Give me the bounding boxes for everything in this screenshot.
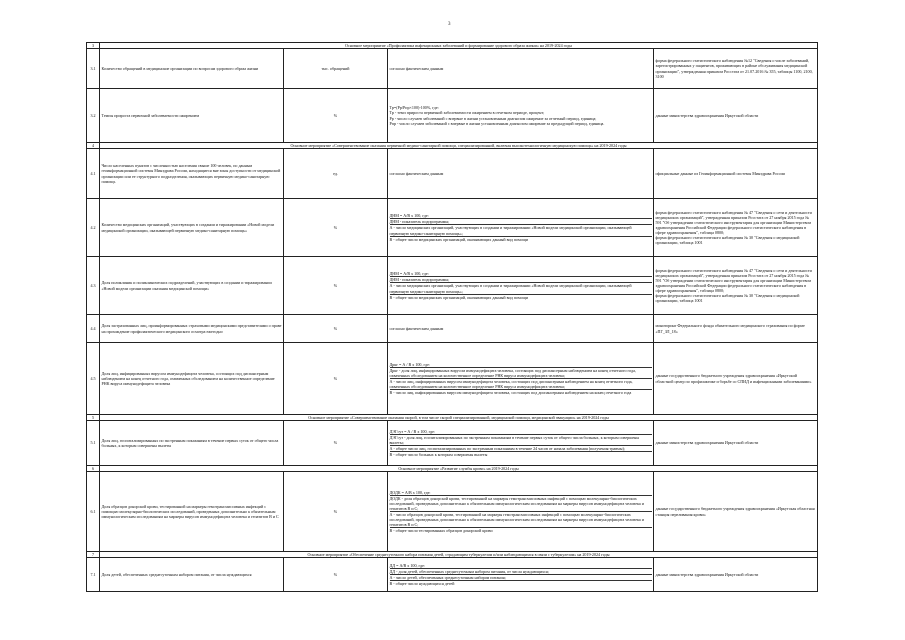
indicator-unit: % — [284, 315, 388, 343]
method-line: А - число медицинских организаций, участвующих в создании и тиражировании «Новой модели медицинской организации, оказывающей первичную медико-санитарную помощь»; — [390, 225, 652, 236]
method-line: Тр=(Рр/Рпр×100)-100%, где: Тр - темп прироста первичной заболеваемости ожирением в отчетном периоде, процент; Рр - число случаев заболеваний с впервые в жизни установленным диагнозом ожирение за отчетный период, единица; Рпр - число случаев заболеваний с впервые в жизни установленным диагнозом ожирение за предыдущий период, единица. — [389, 105, 605, 126]
indicator-name: Доля поликлиник и поликлинических подразделений, участвующих в создании и тиражировании «Новой модели организации оказания медицинской помощи» — [100, 257, 284, 315]
section-number: 5 — [87, 415, 100, 421]
section-title: Основное мероприятие «Совершенствование оказания первичной медико-санитарной помощи, специализированной, включая высокотехнологичную медицинскую помощь» на 2019-2024 годы — [100, 143, 818, 149]
indicator-row — [87, 49, 818, 89]
indicator-row — [87, 89, 818, 143]
indicator-row — [87, 343, 818, 415]
indicators-table — [86, 42, 818, 592]
indicator-name: Доля детей, обеспеченных среднесуточным набором питания, от числа нуждающихся — [100, 558, 284, 592]
calculation-method — [388, 149, 654, 199]
data-source: данные государственного бюджетного учреждения здравоохранения «Иркутская областная станция переливания крови» — [654, 472, 818, 552]
method-line: А - число лиц, инфицированных вирусом иммунодефицита человека, состоящих под диспансерным наблюдением на конец отчетного года, охваченных обследованием на количественное определение РНК вируса иммунодефицита человека; — [390, 379, 652, 390]
calculation-method — [388, 472, 654, 552]
indicator-unit: ед. — [284, 149, 388, 199]
calculation-method — [388, 421, 654, 466]
method-line: А - число детей, обеспеченных среднесуточным набором питания; — [390, 575, 652, 581]
indicator-number: 4.4 — [87, 315, 100, 343]
method-line: В - общее число медицинских организаций, оказывающих данный вид помощи — [389, 294, 528, 300]
data-source: мониторинг Федерального фонда обязательного медицинского страхования по форме «ПГ_ЗЛ_18» — [654, 315, 818, 343]
method-line: ДЭГсут = А / В х 100, где: — [390, 429, 652, 435]
indicator-unit: тыс. обращений — [284, 49, 388, 89]
method-line: согласно фактическим данным — [389, 325, 444, 331]
indicator-number: 4.5 — [87, 343, 100, 415]
indicator-row — [87, 199, 818, 257]
data-source: форма федерального статистического наблюдения № 47 "Сведения о сети и деятельности медицинских организаций", утвержденная приказом Росстата от 27 ноября 2015 года № 591 "Об утверждении статистического инструментария для организации Министерством здравоохранения Российской Федерации федерального статистического наблюдения в сфере здравоохранения", таблица 0800; форма федерального статистического наблюдения № 30 "Сведения о медицинской организации, таблица 1001 — [654, 199, 818, 257]
method-line: ДОДК = А/В х 100, где: — [390, 490, 652, 496]
section-number: 3 — [87, 43, 100, 49]
indicator-name: Доля образцов донорской крови, тестированной на маркеры гемотрансмиссивных инфекций с помощью молекулярно-биологических исследований, проведенных дополнительно к обязательным иммунологическим исследованиям на маркеры вирусов иммунодефицита человека и гепатитов В и С — [100, 472, 284, 552]
section-title: Основное мероприятие «Совершенствование оказания скорой, в том числе скорой специализированной, медицинской помощи, медицинской эвакуации» на 2019-2024 годы — [100, 415, 818, 421]
data-source: форма федерального статистического наблюдения №12 "Сведения о числе заболеваний, зарегистрированных у пациентов, проживающих в районе обслуживания медицинской организации", утвержденная приказом Росстата от 21.07.2016 № 355, таблицы 1100, 2100, 3100 — [654, 49, 818, 89]
method-line: ДНМ - показатель подпрограммы; — [390, 277, 652, 283]
calculation-method — [388, 89, 654, 143]
calculation-method — [388, 199, 654, 257]
method-line: Дркг = А / В х 100, где: — [390, 362, 652, 368]
method-line: ДНМ = А/В х 100, где: — [390, 271, 652, 277]
method-line: А - число медицинских организаций, участвующих в создании и тиражировании «Новой модели медицинской организации, оказывающей первичную медико-санитарную помощь»; — [390, 283, 652, 294]
indicator-row — [87, 472, 818, 552]
method-line: В - общее число медицинских организаций, оказывающих данный вид помощи — [389, 236, 528, 242]
calculation-method — [388, 343, 654, 415]
calculation-method — [388, 49, 654, 89]
method-line: ДД - доля детей, обеспеченных среднесуточным набором питания, от числа нуждающихся; — [390, 569, 652, 575]
indicator-name: Темпы прироста первичной заболеваемости ожирением — [100, 89, 284, 143]
method-line: согласно фактическим данным — [389, 65, 444, 71]
indicator-row — [87, 149, 818, 199]
method-line: ДОДК - доля образцов донорской крови, тестированной на маркеры гемотрансмиссивных инфекций с помощью молекулярно-биологических исследований, проведенных дополнительно к обязательным иммунологическим исследованиям на маркеры вирусов иммунодефицита человека и гепатитов В и С; — [390, 496, 652, 512]
method-line: Дркг - доля лиц, инфицированных вирусом иммунодефицита человека, состоящих под диспансерным наблюдением на конец отчетного года, охваченных обследованием на количественное определение РНК вируса иммунодефицита человека; — [390, 368, 652, 379]
method-line: А - общее число лиц, госпитализированных по экстренным показаниям в течение 24 часов от начала заболевания (получения травмы); — [390, 446, 652, 452]
data-source: данные министерства здравоохранения Иркутской области — [654, 421, 818, 466]
indicator-unit: % — [284, 199, 388, 257]
indicator-number: 6.1 — [87, 472, 100, 552]
indicator-unit: % — [284, 472, 388, 552]
section-title: Основное мероприятие «Профилактика инфекционных заболеваний и формирование здорового образа жизни» на 2019-2024 годы — [100, 43, 818, 49]
indicator-number: 3.1 — [87, 49, 100, 89]
method-line: В - общее число больных к которым совершены вылеты — [389, 452, 488, 458]
indicator-number: 7.1 — [87, 558, 100, 592]
calculation-method — [388, 257, 654, 315]
method-line: согласно фактическим данным — [389, 170, 444, 176]
method-line: В - число лиц, инфицированных вирусом иммунодефицита человека, состоящих под диспансерным наблюдением на конец отчетного года — [389, 390, 632, 396]
indicator-number: 4.3 — [87, 257, 100, 315]
indicator-name: Доля застрахованных лиц, проинформированных страховыми медицинскими представителями о праве на прохождение профилактического медицинского осмотра ежегодно — [100, 315, 284, 343]
method-line: ДД = А/В х 100, где: — [390, 563, 652, 569]
indicator-number: 3.2 — [87, 89, 100, 143]
data-source: данные министерства здравоохранения Иркутской области — [654, 89, 818, 143]
indicator-unit: % — [284, 558, 388, 592]
section-title: Основное мероприятие «Обеспечение среднесуточного набора питания детей, страдающим туберкулезом и/или наблюдающимся в связи с туберкулезом» на 2019-2024 годы — [100, 552, 818, 558]
indicator-row — [87, 257, 818, 315]
indicator-number: 5.1 — [87, 421, 100, 466]
data-source: форма федерального статистического наблюдения № 47 "Сведения о сети и деятельности медицинских организаций", утвержденная приказом Росстата от 27 ноября 2015 года № 591 "Об утверждении статистического инструментария для организации Министерством здравоохранения Российской Федерации федерального статистического наблюдения в сфере здравоохранения", таблица 0800; форма федерального статистического наблюдения № 30 "Сведения о медицинской организации, таблица 1001 — [654, 257, 818, 315]
method-line: ДНМ = А/В х 100, где: — [390, 213, 652, 219]
indicator-unit: % — [284, 421, 388, 466]
method-line: ДНМ - показатель подпрограммы; — [390, 219, 652, 225]
indicator-row — [87, 315, 818, 343]
indicator-name: Количество обращений в медицинские организации по вопросам здорового образа жизни — [100, 49, 284, 89]
indicator-row — [87, 558, 818, 592]
method-line: В - общее число тестированных образцов донорской крови — [389, 528, 493, 534]
indicator-name: Число населенных пунктов с численностью населения свыше 100 человек, по данным геоинформационной системы Минздрава России, находящиеся вне зоны доступности от медицинской организации или ее структурного подразделения, оказывающих первичную медико-санитарную помощь — [100, 149, 284, 199]
indicator-name: Доля лиц, госпитализированных по экстренным показаниям в течение первых суток от общего числа больных, к которым совершены вылеты — [100, 421, 284, 466]
method-line: ДЭГсут - доля лиц, госпитализированных по экстренным показаниям в течение первых суток от общего числа больных, к которым совершены вылеты; — [390, 435, 652, 446]
section-title: Основное мероприятие «Развитие службы крови» на 2019-2024 годы — [100, 466, 818, 472]
indicator-number: 4.1 — [87, 149, 100, 199]
section-number: 7 — [87, 552, 100, 558]
calculation-method — [388, 558, 654, 592]
data-source: официальные данные из Геоинформационной системы Минздрава России — [654, 149, 818, 199]
indicator-unit: % — [284, 89, 388, 143]
section-number: 4 — [87, 143, 100, 149]
indicator-name: Доля лиц, инфицированных вирусом иммунодефицита человека, состоящих под диспансерным наблюдением на конец отчетного года, охваченных обследованием на количественное определение РНК вируса иммунодефицита человека — [100, 343, 284, 415]
data-source: данные министерства здравоохранения Иркутской области — [654, 558, 818, 592]
method-line: А - число образцов донорской крови, тестированной на маркеры гемотрансмиссивных инфекций с помощью молекулярно-биологических исследований, проведенных дополнительно к обязательным иммунологическим исследованиям на маркеры вирусов иммунодефицита человека и гепатитов В и С; — [390, 512, 652, 528]
method-line: В - общее число нуждающихся детей — [389, 581, 455, 587]
indicator-unit: % — [284, 257, 388, 315]
indicator-name: Количество медицинских организаций, участвующих в создании и тиражировании «Новой модели медицинской организации, оказывающей первичную медико-санитарную помощь» — [100, 199, 284, 257]
page-number: 3 — [448, 22, 451, 27]
data-source: данные государственного бюджетного учреждения здравоохранения «Иркутский областной центр по профилактике и борьбе со СПИД и инфекционными заболеваниями» — [654, 343, 818, 415]
indicator-row — [87, 421, 818, 466]
indicator-unit: % — [284, 343, 388, 415]
calculation-method — [388, 315, 654, 343]
section-number: 6 — [87, 466, 100, 472]
indicator-number: 4.2 — [87, 199, 100, 257]
